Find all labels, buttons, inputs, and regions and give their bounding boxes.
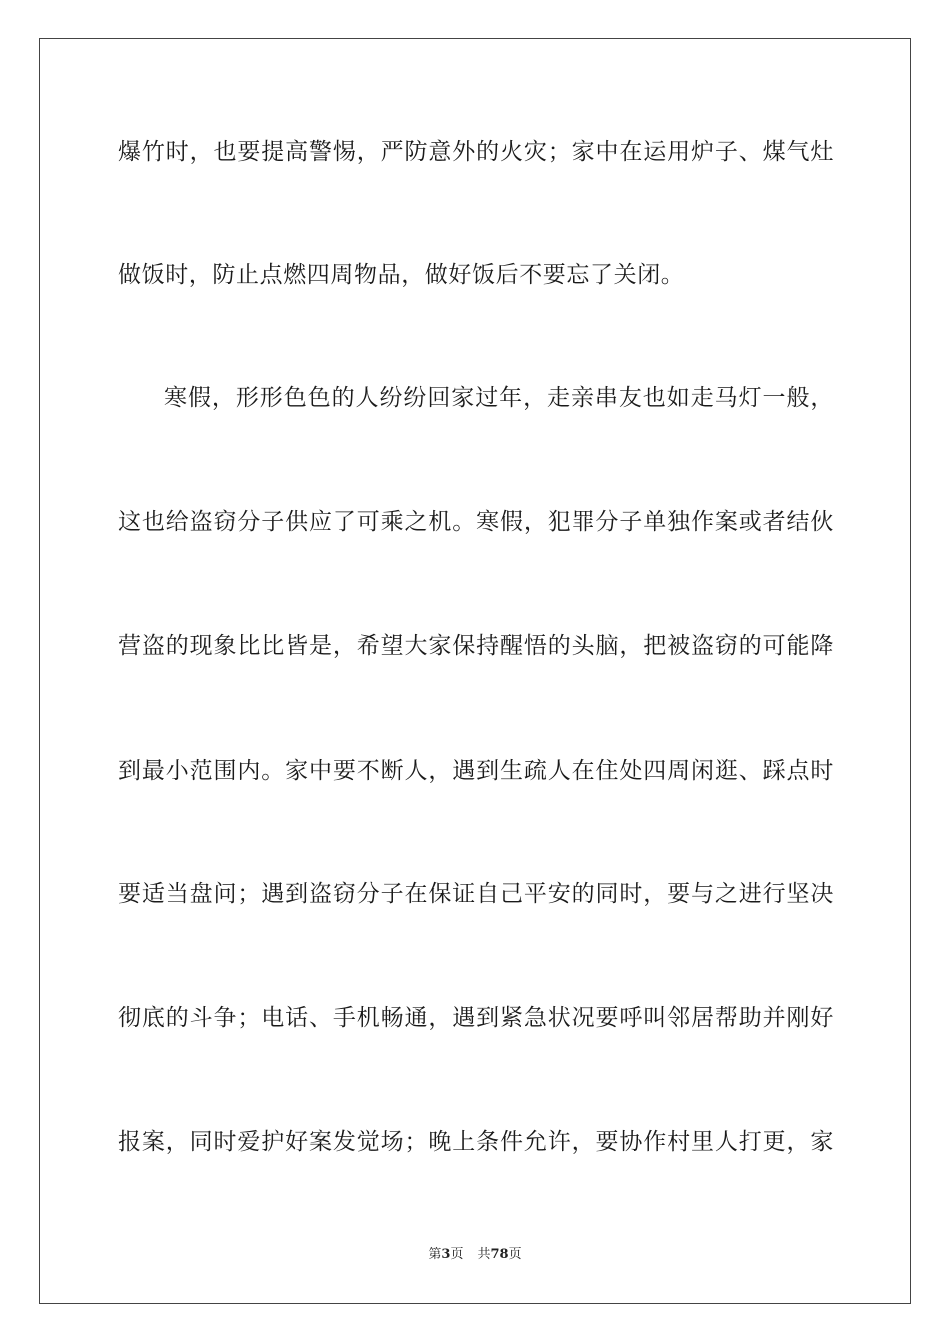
total-label-prefix: 共 bbox=[477, 1247, 491, 1262]
body-line-5: 营盗的现象比比皆是，希望大家保持醒悟的头脑，把被盗窃的可能降 bbox=[118, 633, 834, 659]
body-line-2: 做饭时，防止点燃四周物品，做好饭后不要忘了关闭。 bbox=[118, 262, 685, 288]
body-line-8: 彻底的斗争；电话、手机畅通，遇到紧急状况要呼叫邻居帮助并刚好 bbox=[118, 1005, 834, 1031]
body-line-4: 这也给盗窃分子供应了可乘之机。寒假，犯罪分子单独作案或者结伙 bbox=[118, 509, 834, 535]
page-footer bbox=[0, 1246, 950, 1264]
page-border bbox=[39, 38, 911, 1304]
page-label-prefix: 第 bbox=[428, 1247, 442, 1262]
body-line-1: 爆竹时，也要提高警惕，严防意外的火灾；家中在运用炉子、煤气灶 bbox=[118, 139, 834, 165]
body-line-9: 报案，同时爱护好案发觉场；晚上条件允许，要协作村里人打更，家 bbox=[118, 1129, 834, 1155]
total-pages: 78 bbox=[490, 1247, 509, 1262]
body-line-6: 到最小范围内。家中要不断人，遇到生疏人在住处四周闲逛、踩点时 bbox=[118, 758, 834, 784]
page-number: 3 bbox=[441, 1247, 451, 1262]
body-line-7: 要适当盘问；遇到盗窃分子在保证自己平安的同时，要与之进行坚决 bbox=[118, 881, 834, 907]
page-label-suffix: 页 bbox=[450, 1247, 464, 1262]
total-label-suffix: 页 bbox=[508, 1247, 522, 1262]
body-line-3: 寒假，形形色色的人纷纷回家过年，走亲串友也如走马灯一般， bbox=[164, 385, 834, 411]
